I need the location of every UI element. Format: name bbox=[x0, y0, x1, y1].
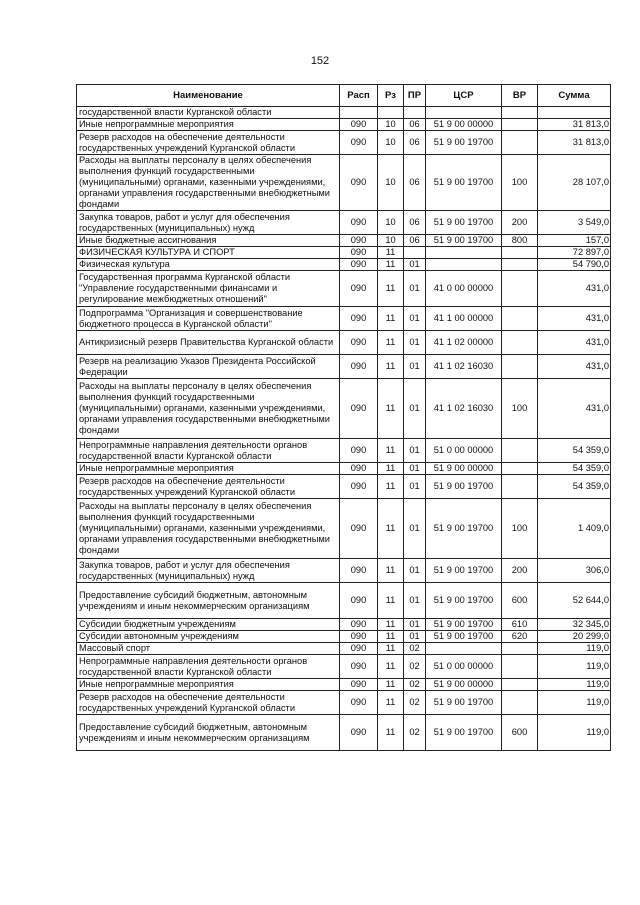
table-row bbox=[77, 463, 611, 475]
cell-csr: 41 1 00 00000 bbox=[426, 307, 502, 331]
cell-rasp: 090 bbox=[340, 655, 378, 679]
cell-rz: 11 bbox=[378, 307, 404, 331]
cell-vr: 800 bbox=[502, 235, 538, 247]
cell-rasp: 090 bbox=[340, 439, 378, 463]
cell-rasp: 090 bbox=[340, 499, 378, 559]
cell-vr bbox=[502, 463, 538, 475]
cell-rz: 10 bbox=[378, 119, 404, 131]
cell-rasp: 090 bbox=[340, 235, 378, 247]
cell-name: Иные бюджетные ассигнования bbox=[77, 235, 340, 247]
cell-sum: 20 299,0 bbox=[538, 631, 611, 643]
cell-name: Расходы на выплаты персоналу в целях обеспечения выполнения функций государственными (муниципальными) органами, казенными учреждениями, органами управления государственными внебюджетными фондами bbox=[77, 499, 340, 559]
table-row bbox=[77, 331, 611, 355]
cell-rasp: 090 bbox=[340, 691, 378, 715]
cell-sum: 119,0 bbox=[538, 691, 611, 715]
cell-pr: 01 bbox=[404, 259, 426, 271]
cell-vr bbox=[502, 439, 538, 463]
cell-name: Иные непрограммные мероприятия bbox=[77, 463, 340, 475]
cell-rz: 11 bbox=[378, 583, 404, 619]
table-row bbox=[77, 439, 611, 463]
table-row bbox=[77, 355, 611, 379]
cell-sum bbox=[538, 107, 611, 119]
cell-sum: 1 409,0 bbox=[538, 499, 611, 559]
cell-sum: 54 359,0 bbox=[538, 475, 611, 499]
cell-vr: 100 bbox=[502, 155, 538, 211]
cell-name: государственной власти Курганской области bbox=[77, 107, 340, 119]
cell-vr bbox=[502, 355, 538, 379]
cell-name: Иные непрограммные мероприятия bbox=[77, 119, 340, 131]
cell-rz: 11 bbox=[378, 247, 404, 259]
cell-csr: 51 9 00 19700 bbox=[426, 583, 502, 619]
cell-name: Предоставление субсидий бюджетным, автономным учреждениям и иным некоммерческим организациям bbox=[77, 715, 340, 751]
cell-vr: 100 bbox=[502, 499, 538, 559]
cell-pr: 01 bbox=[404, 559, 426, 583]
table-row bbox=[77, 211, 611, 235]
cell-csr: 51 9 00 19700 bbox=[426, 691, 502, 715]
cell-sum: 119,0 bbox=[538, 679, 611, 691]
cell-pr: 02 bbox=[404, 679, 426, 691]
cell-name: Субсидии автономным учреждениям bbox=[77, 631, 340, 643]
cell-name: Расходы на выплаты персоналу в целях обеспечения выполнения функций государственными (муниципальными) органами, казенными учреждениями, органами управления государственными внебюджетными фондами bbox=[77, 155, 340, 211]
cell-csr: 41 1 02 16030 bbox=[426, 379, 502, 439]
cell-csr bbox=[426, 643, 502, 655]
header-name: Наименование bbox=[77, 85, 340, 107]
table-row bbox=[77, 583, 611, 619]
budget-table bbox=[76, 84, 611, 751]
cell-csr bbox=[426, 247, 502, 259]
cell-rz: 11 bbox=[378, 631, 404, 643]
cell-sum: 119,0 bbox=[538, 643, 611, 655]
cell-csr: 51 9 00 00000 bbox=[426, 119, 502, 131]
cell-pr: 01 bbox=[404, 379, 426, 439]
table-row bbox=[77, 679, 611, 691]
cell-rz: 11 bbox=[378, 271, 404, 307]
cell-sum: 431,0 bbox=[538, 355, 611, 379]
cell-csr bbox=[426, 259, 502, 271]
cell-vr bbox=[502, 119, 538, 131]
cell-rz: 11 bbox=[378, 715, 404, 751]
table-row bbox=[77, 235, 611, 247]
cell-csr: 41 0 00 00000 bbox=[426, 271, 502, 307]
cell-vr: 200 bbox=[502, 559, 538, 583]
table-row bbox=[77, 155, 611, 211]
cell-name: Государственная программа Курганской области "Управление государственными финансами и регулирование межбюджетных отношений" bbox=[77, 271, 340, 307]
table-row bbox=[77, 643, 611, 655]
cell-csr: 41 1 02 16030 bbox=[426, 355, 502, 379]
cell-rz: 11 bbox=[378, 463, 404, 475]
cell-pr: 01 bbox=[404, 307, 426, 331]
cell-pr: 06 bbox=[404, 155, 426, 211]
cell-csr: 41 1 02 00000 bbox=[426, 331, 502, 355]
cell-rasp: 090 bbox=[340, 259, 378, 271]
cell-sum: 431,0 bbox=[538, 307, 611, 331]
cell-sum: 119,0 bbox=[538, 655, 611, 679]
cell-vr bbox=[502, 655, 538, 679]
cell-rasp: 090 bbox=[340, 307, 378, 331]
cell-rasp: 090 bbox=[340, 155, 378, 211]
cell-pr: 06 bbox=[404, 211, 426, 235]
cell-pr: 02 bbox=[404, 643, 426, 655]
cell-pr bbox=[404, 107, 426, 119]
header-sum: Сумма bbox=[538, 85, 611, 107]
cell-rz: 11 bbox=[378, 655, 404, 679]
cell-vr bbox=[502, 307, 538, 331]
cell-vr: 600 bbox=[502, 715, 538, 751]
cell-rz: 10 bbox=[378, 235, 404, 247]
cell-pr: 01 bbox=[404, 463, 426, 475]
table-row bbox=[77, 499, 611, 559]
cell-name: Резерв расходов на обеспечение деятельности государственных учреждений Курганской области bbox=[77, 475, 340, 499]
header-vr: ВР bbox=[502, 85, 538, 107]
cell-vr: 100 bbox=[502, 379, 538, 439]
cell-vr: 600 bbox=[502, 583, 538, 619]
table-row bbox=[77, 475, 611, 499]
cell-pr: 01 bbox=[404, 439, 426, 463]
cell-rasp: 090 bbox=[340, 583, 378, 619]
cell-rz: 11 bbox=[378, 259, 404, 271]
header-row bbox=[77, 85, 611, 107]
cell-csr: 51 9 00 19700 bbox=[426, 211, 502, 235]
cell-sum: 32 345,0 bbox=[538, 619, 611, 631]
cell-csr: 51 9 00 00000 bbox=[426, 679, 502, 691]
cell-sum: 28 107,0 bbox=[538, 155, 611, 211]
cell-csr: 51 9 00 19700 bbox=[426, 715, 502, 751]
cell-csr: 51 0 00 00000 bbox=[426, 655, 502, 679]
header-rz: Рз bbox=[378, 85, 404, 107]
cell-sum: 31 813,0 bbox=[538, 131, 611, 155]
cell-sum: 431,0 bbox=[538, 331, 611, 355]
table-row bbox=[77, 271, 611, 307]
cell-vr bbox=[502, 679, 538, 691]
cell-name: Субсидии бюджетным учреждениям bbox=[77, 619, 340, 631]
table-row bbox=[77, 559, 611, 583]
cell-rasp: 090 bbox=[340, 463, 378, 475]
cell-csr: 51 9 00 19700 bbox=[426, 155, 502, 211]
cell-name: Непрограммные направления деятельности органов государственной власти Курганской области bbox=[77, 439, 340, 463]
cell-csr: 51 9 00 19700 bbox=[426, 631, 502, 643]
cell-rz: 10 bbox=[378, 155, 404, 211]
cell-csr: 51 9 00 19700 bbox=[426, 475, 502, 499]
cell-pr: 01 bbox=[404, 355, 426, 379]
cell-pr: 02 bbox=[404, 691, 426, 715]
cell-csr: 51 9 00 19700 bbox=[426, 499, 502, 559]
cell-rasp: 090 bbox=[340, 119, 378, 131]
table-row bbox=[77, 107, 611, 119]
cell-vr bbox=[502, 247, 538, 259]
cell-rz: 11 bbox=[378, 559, 404, 583]
cell-rasp bbox=[340, 107, 378, 119]
cell-rasp: 090 bbox=[340, 475, 378, 499]
cell-vr bbox=[502, 643, 538, 655]
cell-name: Физическая культура bbox=[77, 259, 340, 271]
cell-rasp: 090 bbox=[340, 271, 378, 307]
cell-rasp: 090 bbox=[340, 679, 378, 691]
cell-sum: 31 813,0 bbox=[538, 119, 611, 131]
cell-sum: 157,0 bbox=[538, 235, 611, 247]
table-row bbox=[77, 259, 611, 271]
page-number: 152 bbox=[310, 55, 330, 67]
cell-csr: 51 9 00 19700 bbox=[426, 235, 502, 247]
cell-rz: 11 bbox=[378, 331, 404, 355]
table-row bbox=[77, 247, 611, 259]
cell-sum: 54 359,0 bbox=[538, 439, 611, 463]
cell-csr: 51 9 00 19700 bbox=[426, 559, 502, 583]
cell-pr: 06 bbox=[404, 119, 426, 131]
cell-sum: 72 897,0 bbox=[538, 247, 611, 259]
cell-vr bbox=[502, 475, 538, 499]
cell-rz: 11 bbox=[378, 379, 404, 439]
cell-sum: 54 790,0 bbox=[538, 259, 611, 271]
cell-rz: 11 bbox=[378, 499, 404, 559]
cell-csr: 51 9 00 19700 bbox=[426, 619, 502, 631]
cell-vr bbox=[502, 259, 538, 271]
cell-name: ФИЗИЧЕСКАЯ КУЛЬТУРА И СПОРТ bbox=[77, 247, 340, 259]
cell-csr bbox=[426, 107, 502, 119]
cell-name: Расходы на выплаты персоналу в целях обеспечения выполнения функций государственными (муниципальными) органами, казенными учреждениями, органами управления государственными внебюджетными фондами bbox=[77, 379, 340, 439]
table-row bbox=[77, 119, 611, 131]
cell-name: Предоставление субсидий бюджетным, автономным учреждениям и иным некоммерческим организациям bbox=[77, 583, 340, 619]
cell-sum: 431,0 bbox=[538, 379, 611, 439]
cell-rz bbox=[378, 107, 404, 119]
cell-vr bbox=[502, 271, 538, 307]
cell-vr bbox=[502, 331, 538, 355]
cell-rasp: 090 bbox=[340, 643, 378, 655]
cell-name: Массовый спорт bbox=[77, 643, 340, 655]
cell-pr: 01 bbox=[404, 619, 426, 631]
table-row bbox=[77, 715, 611, 751]
cell-vr: 610 bbox=[502, 619, 538, 631]
cell-vr bbox=[502, 131, 538, 155]
cell-rasp: 090 bbox=[340, 619, 378, 631]
cell-rasp: 090 bbox=[340, 131, 378, 155]
cell-rasp: 090 bbox=[340, 247, 378, 259]
header-csr: ЦСР bbox=[426, 85, 502, 107]
cell-name: Резерв расходов на обеспечение деятельности государственных учреждений Курганской области bbox=[77, 131, 340, 155]
cell-rz: 11 bbox=[378, 355, 404, 379]
cell-pr: 01 bbox=[404, 331, 426, 355]
cell-rasp: 090 bbox=[340, 355, 378, 379]
cell-sum: 52 644,0 bbox=[538, 583, 611, 619]
cell-sum: 3 549,0 bbox=[538, 211, 611, 235]
cell-pr: 02 bbox=[404, 655, 426, 679]
cell-vr bbox=[502, 107, 538, 119]
cell-pr: 01 bbox=[404, 583, 426, 619]
cell-sum: 306,0 bbox=[538, 559, 611, 583]
table-row bbox=[77, 379, 611, 439]
cell-name: Резерв расходов на обеспечение деятельности государственных учреждений Курганской области bbox=[77, 691, 340, 715]
table-row bbox=[77, 131, 611, 155]
cell-name: Непрограммные направления деятельности органов государственной власти Курганской области bbox=[77, 655, 340, 679]
cell-sum: 54 359,0 bbox=[538, 463, 611, 475]
cell-rz: 10 bbox=[378, 211, 404, 235]
cell-rasp: 090 bbox=[340, 379, 378, 439]
table-row bbox=[77, 631, 611, 643]
cell-pr: 01 bbox=[404, 631, 426, 643]
cell-rasp: 090 bbox=[340, 715, 378, 751]
cell-rz: 11 bbox=[378, 643, 404, 655]
cell-name: Закупка товаров, работ и услуг для обеспечения государственных (муниципальных) нужд bbox=[77, 211, 340, 235]
cell-rz: 11 bbox=[378, 679, 404, 691]
cell-pr: 01 bbox=[404, 271, 426, 307]
cell-name: Иные непрограммные мероприятия bbox=[77, 679, 340, 691]
cell-csr: 51 0 00 00000 bbox=[426, 439, 502, 463]
table-row bbox=[77, 619, 611, 631]
cell-name: Резерв на реализацию Указов Президента Российской Федерации bbox=[77, 355, 340, 379]
cell-pr: 06 bbox=[404, 235, 426, 247]
table-row bbox=[77, 691, 611, 715]
cell-rz: 11 bbox=[378, 475, 404, 499]
cell-pr: 01 bbox=[404, 475, 426, 499]
cell-rz: 10 bbox=[378, 131, 404, 155]
header-rasp: Расп bbox=[340, 85, 378, 107]
cell-rz: 11 bbox=[378, 439, 404, 463]
header-pr: ПР bbox=[404, 85, 426, 107]
cell-rz: 11 bbox=[378, 619, 404, 631]
table-row bbox=[77, 655, 611, 679]
cell-pr bbox=[404, 247, 426, 259]
cell-vr: 620 bbox=[502, 631, 538, 643]
cell-vr bbox=[502, 691, 538, 715]
cell-rasp: 090 bbox=[340, 211, 378, 235]
cell-sum: 431,0 bbox=[538, 271, 611, 307]
cell-name: Закупка товаров, работ и услуг для обеспечения государственных (муниципальных) нужд bbox=[77, 559, 340, 583]
cell-pr: 01 bbox=[404, 499, 426, 559]
cell-rasp: 090 bbox=[340, 559, 378, 583]
cell-csr: 51 9 00 00000 bbox=[426, 463, 502, 475]
cell-pr: 06 bbox=[404, 131, 426, 155]
cell-csr: 51 9 00 19700 bbox=[426, 131, 502, 155]
cell-rasp: 090 bbox=[340, 331, 378, 355]
cell-pr: 02 bbox=[404, 715, 426, 751]
cell-vr: 200 bbox=[502, 211, 538, 235]
table-row bbox=[77, 307, 611, 331]
cell-name: Подпрограмма "Организация и совершенствование бюджетного процесса в Курганской области" bbox=[77, 307, 340, 331]
cell-name: Антикризисный резерв Правительства Курганской области bbox=[77, 331, 340, 355]
cell-sum: 119,0 bbox=[538, 715, 611, 751]
cell-rz: 11 bbox=[378, 691, 404, 715]
cell-rasp: 090 bbox=[340, 631, 378, 643]
